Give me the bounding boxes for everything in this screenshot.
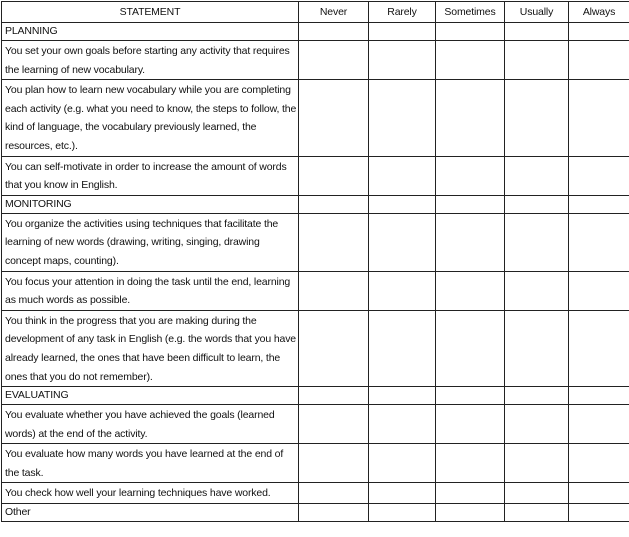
cell-usually[interactable] (505, 310, 569, 386)
statement-text: You plan how to learn new vocabulary while you are completing each activity (e.g. what you need to know, the steps to follow, the kind of language, the vocabulary previously learned, the resources, etc.). (2, 80, 299, 156)
statement-text: You evaluate whether you have achieved the goals (learned words) at the end of the activity. (2, 405, 299, 444)
cell-sometimes[interactable] (436, 483, 505, 504)
cell-never[interactable] (299, 483, 369, 504)
cell-sometimes[interactable] (436, 271, 505, 310)
cell-never (299, 23, 369, 41)
cell-rarely (369, 387, 436, 405)
cell-always[interactable] (569, 310, 629, 386)
cell-always (569, 195, 629, 213)
cell-rarely[interactable] (369, 156, 436, 195)
statement-row (2, 405, 629, 444)
statement-row (2, 310, 629, 386)
cell-rarely[interactable] (369, 405, 436, 444)
statement-row (2, 156, 629, 195)
cell-usually (505, 387, 569, 405)
cell-always[interactable] (569, 213, 629, 271)
header-usually: Usually (505, 2, 569, 23)
cell-sometimes[interactable] (436, 41, 505, 80)
statement-text: You focus your attention in doing the task until the end, learning as much words as possible. (2, 271, 299, 310)
statement-text: You can self-motivate in order to increase the amount of words that you know in English. (2, 156, 299, 195)
cell-rarely[interactable] (369, 41, 436, 80)
cell-rarely (369, 195, 436, 213)
cell-always (569, 23, 629, 41)
header-sometimes: Sometimes (436, 2, 505, 23)
cell-usually (505, 195, 569, 213)
header-rarely: Rarely (369, 2, 436, 23)
cell-never (299, 387, 369, 405)
cell-usually[interactable] (505, 483, 569, 504)
cell-never[interactable] (299, 213, 369, 271)
section-row-monitoring (2, 195, 629, 213)
statement-row (2, 271, 629, 310)
cell-never[interactable] (299, 80, 369, 156)
header-row (2, 2, 629, 23)
cell-never[interactable] (299, 504, 369, 522)
cell-never[interactable] (299, 405, 369, 444)
cell-always[interactable] (569, 271, 629, 310)
cell-never[interactable] (299, 41, 369, 80)
cell-always (569, 387, 629, 405)
cell-rarely[interactable] (369, 213, 436, 271)
cell-usually[interactable] (505, 213, 569, 271)
section-row-other (2, 504, 629, 522)
cell-usually[interactable] (505, 41, 569, 80)
cell-usually[interactable] (505, 405, 569, 444)
cell-rarely[interactable] (369, 483, 436, 504)
cell-sometimes[interactable] (436, 156, 505, 195)
header-never: Never (299, 2, 369, 23)
cell-rarely (369, 23, 436, 41)
section-label-monitoring: MONITORING (2, 195, 299, 213)
cell-usually (505, 23, 569, 41)
cell-rarely[interactable] (369, 310, 436, 386)
section-row-planning (2, 23, 629, 41)
cell-always[interactable] (569, 444, 629, 483)
metacognitive-strategies-table (1, 1, 629, 522)
statement-row (2, 213, 629, 271)
cell-sometimes (436, 387, 505, 405)
cell-usually[interactable] (505, 80, 569, 156)
cell-always[interactable] (569, 483, 629, 504)
statement-text: You evaluate how many words you have learned at the end of the task. (2, 444, 299, 483)
cell-usually[interactable] (505, 504, 569, 522)
cell-sometimes[interactable] (436, 213, 505, 271)
cell-rarely[interactable] (369, 504, 436, 522)
cell-usually[interactable] (505, 271, 569, 310)
section-label-evaluating: EVALUATING (2, 387, 299, 405)
header-always: Always (569, 2, 629, 23)
cell-rarely[interactable] (369, 444, 436, 483)
cell-never[interactable] (299, 310, 369, 386)
statement-row (2, 444, 629, 483)
cell-always[interactable] (569, 504, 629, 522)
cell-sometimes[interactable] (436, 444, 505, 483)
statement-text: You set your own goals before starting any activity that requires the learning of new vocabulary. (2, 41, 299, 80)
cell-sometimes (436, 23, 505, 41)
cell-rarely[interactable] (369, 271, 436, 310)
statement-text: You think in the progress that you are making during the development of any task in English (e.g. the words that you have already learned, the ones that have been difficult to learn, the ones that you do not remember). (2, 310, 299, 386)
cell-sometimes[interactable] (436, 405, 505, 444)
statement-row (2, 41, 629, 80)
cell-always[interactable] (569, 80, 629, 156)
statement-row (2, 483, 629, 504)
cell-sometimes[interactable] (436, 80, 505, 156)
cell-usually[interactable] (505, 444, 569, 483)
cell-always[interactable] (569, 156, 629, 195)
cell-never (299, 195, 369, 213)
cell-rarely[interactable] (369, 80, 436, 156)
cell-never[interactable] (299, 156, 369, 195)
cell-sometimes[interactable] (436, 310, 505, 386)
statement-text: You check how well your learning techniques have worked. (2, 483, 299, 504)
cell-always[interactable] (569, 405, 629, 444)
statement-row (2, 80, 629, 156)
cell-sometimes[interactable] (436, 504, 505, 522)
section-label-planning: PLANNING (2, 23, 299, 41)
cell-sometimes (436, 195, 505, 213)
statement-text: You organize the activities using techniques that facilitate the learning of new words (drawing, writing, singing, drawing concept maps, counting). (2, 213, 299, 271)
cell-usually[interactable] (505, 156, 569, 195)
cell-never[interactable] (299, 271, 369, 310)
section-row-evaluating (2, 387, 629, 405)
header-statement: STATEMENT (2, 2, 299, 23)
section-label-other: Other (2, 504, 299, 522)
cell-never[interactable] (299, 444, 369, 483)
cell-always[interactable] (569, 41, 629, 80)
